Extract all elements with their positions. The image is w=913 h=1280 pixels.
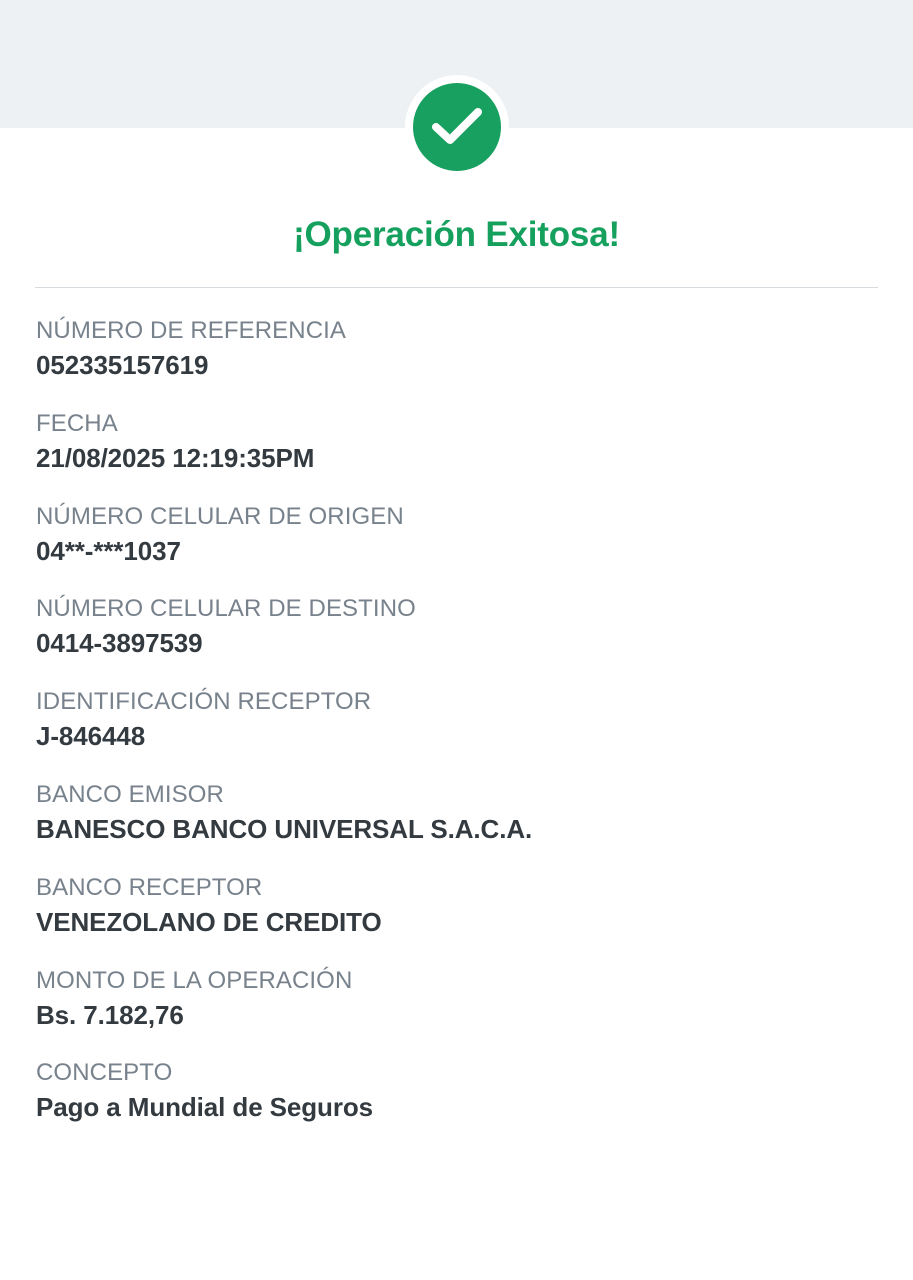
success-badge (0, 75, 913, 179)
detail-row-date (36, 409, 877, 476)
page-title: ¡Operación Exitosa! (293, 215, 620, 254)
receipt-details (0, 288, 913, 1125)
detail-label: BANCO EMISOR (36, 780, 224, 808)
detail-row-concept (36, 1058, 877, 1125)
detail-label: BANCO RECEPTOR (36, 873, 263, 901)
detail-label: NÚMERO CELULAR DE ORIGEN (36, 502, 404, 530)
detail-label: NÚMERO CELULAR DE DESTINO (36, 595, 416, 623)
detail-value: BANESCO BANCO UNIVERSAL S.A.C.A. (36, 813, 533, 844)
detail-value: 04**-***1037 (36, 535, 181, 566)
check-circle-icon (413, 83, 501, 171)
detail-value: VENEZOLANO DE CREDITO (36, 906, 382, 937)
detail-row-amount (36, 966, 877, 1033)
detail-value: Bs. 7.182,76 (36, 999, 184, 1030)
success-badge-ring (405, 75, 509, 179)
detail-label: MONTO DE LA OPERACIÓN (36, 966, 353, 994)
detail-row-receiver-id (36, 687, 877, 754)
detail-row-reference (36, 316, 877, 383)
detail-value: 052335157619 (36, 350, 209, 380)
detail-label: CONCEPTO (36, 1059, 173, 1087)
detail-value: 0414-3897539 (36, 628, 203, 659)
detail-label: IDENTIFICACIÓN RECEPTOR (36, 688, 372, 716)
detail-row-issuing-bank (36, 780, 877, 847)
detail-row-origin-phone (36, 502, 877, 569)
detail-row-destination-phone (36, 594, 877, 661)
detail-row-receiving-bank (36, 873, 877, 940)
detail-value: Pago a Mundial de Seguros (36, 1092, 373, 1123)
detail-label: NÚMERO DE REFERENCIA (36, 317, 347, 344)
receipt-content (0, 128, 913, 1125)
detail-label: FECHA (36, 409, 118, 437)
detail-value: 21/08/2025 12:19:35PM (36, 442, 315, 473)
detail-value: J-846448 (36, 721, 146, 752)
